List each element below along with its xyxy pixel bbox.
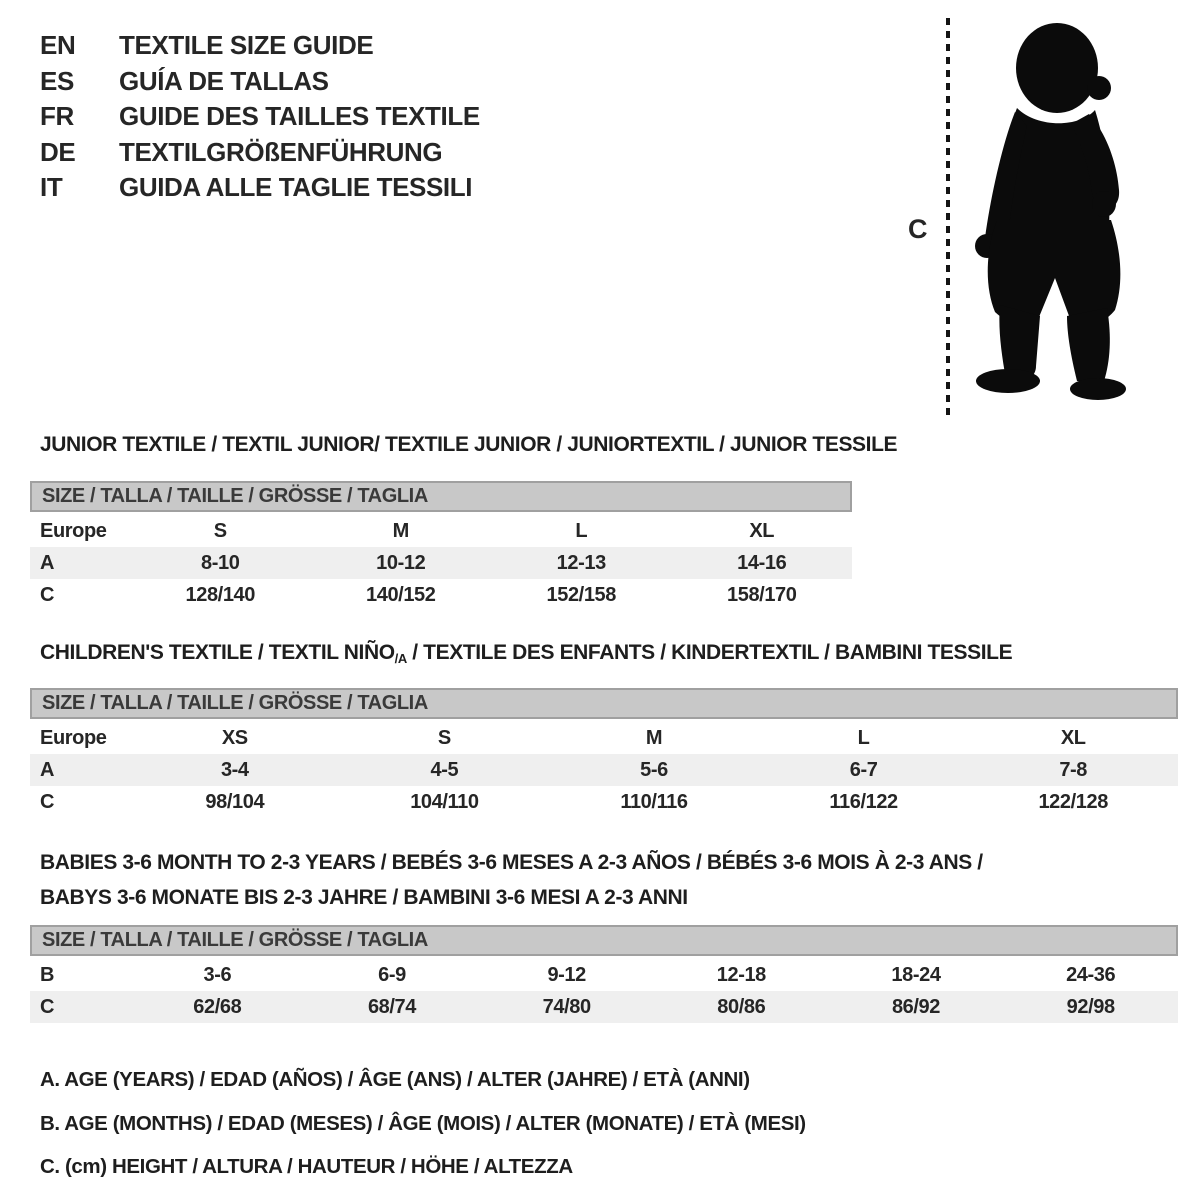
- value-cell: 80/86: [717, 996, 766, 1018]
- babies-title-line2: BABYS 3-6 MONATE BIS 2-3 JAHRE / BAMBINI 3-6 MESI A 2-3 ANNI: [40, 885, 688, 909]
- children-title-pre: CHILDREN'S TEXTILE / TEXTIL NIÑO: [40, 641, 395, 664]
- row-label-cell: C: [40, 584, 55, 606]
- size-cell: M: [645, 727, 663, 749]
- size-header-bar: SIZE / TALLA / TAILLE / GRÖSSE / TAGLIA: [30, 925, 1178, 956]
- lang-code: EN: [40, 30, 76, 60]
- lang-code: IT: [40, 172, 63, 202]
- size-header-bar: SIZE / TALLA / TAILLE / GRÖSSE / TAGLIA: [30, 688, 1178, 719]
- size-cell: XL: [1060, 727, 1086, 749]
- lang-title: GUÍA DE TALLAS: [119, 65, 329, 96]
- children-title-sub: /A: [394, 651, 407, 666]
- value-cell: 12-13: [556, 552, 606, 574]
- lang-code: ES: [40, 65, 74, 96]
- row-label-cell: Europe: [40, 727, 107, 749]
- size-cell: S: [437, 727, 451, 749]
- value-cell: 9-12: [547, 964, 586, 986]
- lang-title: TEXTILE SIZE GUIDE: [119, 30, 374, 60]
- value-cell: 3-6: [203, 964, 232, 986]
- table-row-height: [30, 786, 1178, 818]
- measure-legend: [40, 1058, 806, 1189]
- junior-size-table: [30, 481, 852, 611]
- lang-row-de: [40, 135, 480, 171]
- value-cell: 74/80: [542, 996, 591, 1018]
- size-cell: XS: [221, 727, 248, 749]
- value-cell: 92/98: [1066, 996, 1115, 1018]
- babies-title-line1: BABIES 3-6 MONTH TO 2-3 YEARS / BEBÉS 3-6 MESES A 2-3 AÑOS / BÉBÉS 3-6 MOIS À 2-3 ANS /: [40, 851, 983, 874]
- row-label-cell: A: [40, 552, 55, 574]
- value-cell: 12-18: [716, 964, 766, 986]
- value-cell: 10-12: [376, 552, 426, 574]
- legend-line-age-months: B. AGE (MONTHS) / EDAD (MESES) / ÂGE (MOIS) / ALTER (MONATE) / ETÀ (MESI): [40, 1111, 806, 1135]
- value-cell: 3-4: [220, 759, 249, 781]
- value-cell: 18-24: [891, 964, 941, 986]
- children-title-post: / TEXTILE DES ENFANTS / KINDERTEXTIL / BAMBINI TESSILE: [406, 641, 1013, 664]
- lang-row-fr: [40, 99, 480, 135]
- value-cell: 110/116: [620, 791, 688, 813]
- lang-code: DE: [40, 136, 76, 167]
- lang-row-it: [40, 170, 480, 206]
- height-dashed-line: [946, 18, 950, 418]
- value-cell: 68/74: [367, 996, 417, 1018]
- value-cell: 128/140: [185, 584, 255, 606]
- value-cell: 104/110: [410, 791, 479, 813]
- row-label-cell: C: [40, 791, 55, 813]
- value-cell: 62/68: [193, 996, 242, 1018]
- size-cell: L: [857, 727, 870, 749]
- table-row-height: [30, 579, 852, 611]
- value-cell: 6-9: [378, 964, 406, 986]
- value-cell: 24-36: [1066, 964, 1116, 986]
- lang-title: GUIDA ALLE TAGLIE TESSILI: [119, 172, 473, 202]
- table-row-age: [30, 754, 1178, 786]
- value-cell: 14-16: [737, 552, 787, 574]
- value-cell: 158/170: [727, 584, 797, 606]
- lang-title: TEXTILGRÖßENFÜHRUNG: [119, 136, 443, 167]
- row-label-cell: C: [40, 996, 55, 1018]
- lang-row-en: [40, 28, 480, 64]
- table-row-sizes: [30, 722, 1178, 754]
- value-cell: 4-5: [430, 759, 459, 781]
- size-cell: L: [575, 520, 588, 542]
- lang-row-es: [40, 64, 480, 100]
- babies-section-title: [40, 846, 983, 915]
- value-cell: 116/122: [829, 791, 898, 813]
- value-cell: 5-6: [640, 759, 668, 781]
- lang-code: FR: [40, 101, 74, 131]
- table-row-age: [30, 547, 852, 579]
- language-title-list: [40, 28, 480, 206]
- junior-section-title: JUNIOR TEXTILE / TEXTIL JUNIOR/ TEXTILE JUNIOR / JUNIORTEXTIL / JUNIOR TESSILE: [40, 433, 898, 456]
- size-cell: M: [392, 520, 409, 542]
- value-cell: 122/128: [1038, 791, 1108, 813]
- row-label-cell: A: [40, 759, 55, 781]
- legend-line-age-years: A. AGE (YEARS) / EDAD (AÑOS) / ÂGE (ANS) / ALTER (JAHRE) / ETÀ (ANNI): [40, 1068, 750, 1091]
- value-cell: 98/104: [205, 791, 265, 813]
- value-cell: 86/92: [891, 996, 941, 1018]
- row-label-cell: Europe: [40, 520, 107, 542]
- children-size-table: [30, 688, 1178, 818]
- table-row-months: [30, 959, 1178, 991]
- size-cell: XL: [749, 520, 775, 542]
- legend-line-height-cm: C. (cm) HEIGHT / ALTURA / HAUTEUR / HÖHE / ALTEZZA: [40, 1155, 573, 1178]
- toddler-silhouette-icon: [965, 12, 1137, 420]
- children-section-title: [40, 641, 1012, 666]
- table-row-height: [30, 991, 1178, 1023]
- value-cell: 6-7: [849, 759, 878, 781]
- lang-title: GUIDE DES TAILLES TEXTILE: [119, 101, 480, 131]
- value-cell: 8-10: [201, 552, 240, 574]
- row-label-cell: B: [40, 964, 55, 986]
- babies-size-table: [30, 925, 1178, 1023]
- table-row-sizes: [30, 515, 852, 547]
- value-cell: 152/158: [546, 584, 616, 606]
- value-cell: 140/152: [366, 584, 436, 606]
- value-cell: 7-8: [1059, 759, 1088, 781]
- size-cell: S: [213, 520, 227, 542]
- height-measure-label: C: [908, 214, 928, 244]
- size-header-bar: SIZE / TALLA / TAILLE / GRÖSSE / TAGLIA: [30, 481, 852, 512]
